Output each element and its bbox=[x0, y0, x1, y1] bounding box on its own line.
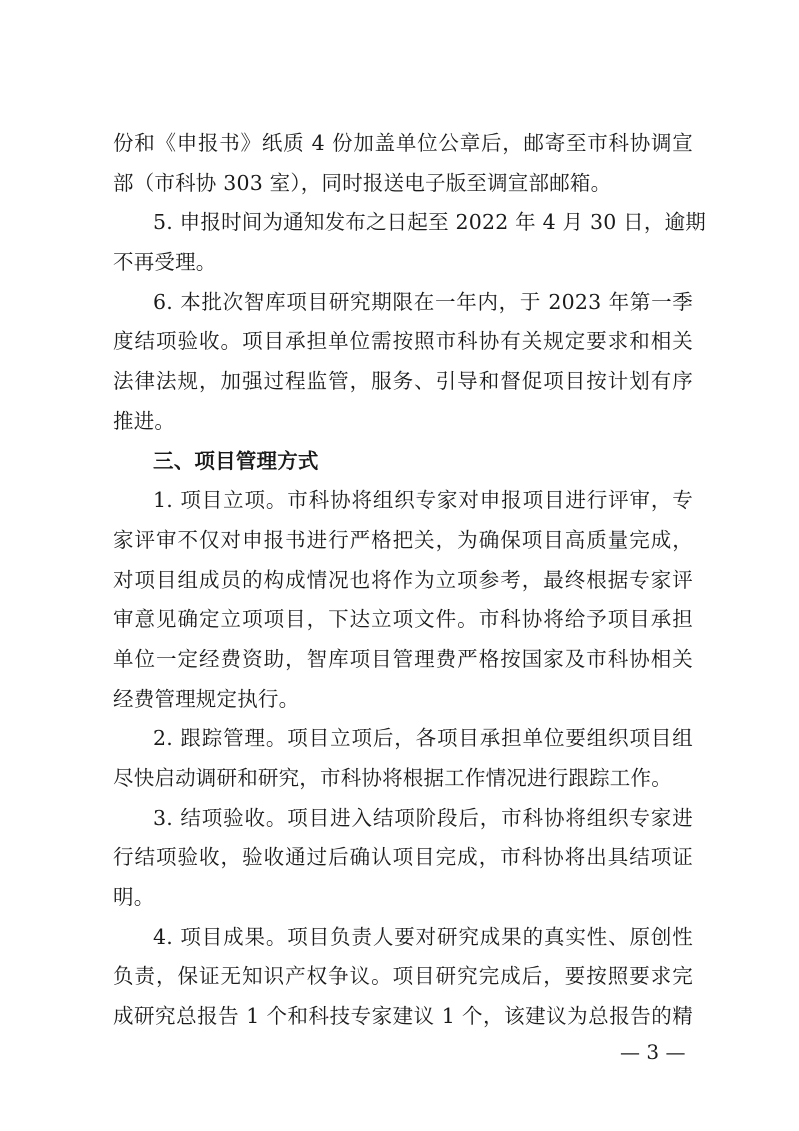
paragraph-line: 单位一定经费资助，智库项目管理费严格按国家及市科协相关 bbox=[113, 646, 693, 671]
section-heading: 三、项目管理方式 bbox=[153, 448, 319, 473]
paragraph-line: 度结项验收。项目承担单位需按照市科协有关规定要求和相关 bbox=[113, 329, 693, 354]
paragraph-line: 3. 结项验收。项目进入结项阶段后，市科协将组织专家进 bbox=[153, 805, 693, 830]
paragraph-line: 经费管理规定执行。 bbox=[113, 686, 300, 711]
paragraph-line: 1. 项目立项。市科协将组织专家对申报项目进行评审，专 bbox=[153, 488, 693, 513]
document-body bbox=[113, 124, 706, 1037]
paragraph-line: 推进。 bbox=[113, 408, 176, 433]
paragraph-line: 行结项验收，验收通过后确认项目完成，市科协将出具结项证 bbox=[113, 845, 693, 870]
paragraph-line: 对项目组成员的构成情况也将作为立项参考，最终根据专家评 bbox=[113, 567, 693, 592]
page-number: — 3 — bbox=[620, 1040, 686, 1064]
paragraph-line: 不再受理。 bbox=[113, 250, 217, 275]
paragraph-line: 2. 跟踪管理。项目立项后，各项目承担单位要组织项目组 bbox=[153, 726, 693, 751]
paragraph-line: 明。 bbox=[113, 885, 155, 910]
paragraph-line: 家评审不仅对申报书进行严格把关，为确保项目高质量完成， bbox=[113, 527, 693, 552]
paragraph-line: 4. 项目成果。项目负责人要对研究成果的真实性、原创性 bbox=[153, 924, 693, 949]
paragraph-line: 尽快启动调研和研究，市科协将根据工作情况进行跟踪工作。 bbox=[113, 766, 672, 790]
paragraph-line: 成研究总报告 1 个和科技专家建议 1 个，该建议为总报告的精 bbox=[113, 1004, 693, 1029]
paragraph-line: 部（市科协 303 室），同时报送电子版至调宣部邮箱。 bbox=[113, 170, 612, 195]
paragraph-line: 份和《申报书》纸质 4 份加盖单位公章后，邮寄至市科协调宣 bbox=[113, 131, 693, 155]
paragraph-line: 法律法规，加强过程监管，服务、引导和督促项目按计划有序 bbox=[113, 369, 693, 394]
paragraph-line: 6. 本批次智库项目研究期限在一年内，于 2023 年第一季 bbox=[153, 289, 693, 314]
paragraph-line: 负责，保证无知识产权争议。项目研究完成后，要按照要求完 bbox=[113, 964, 693, 989]
paragraph-line: 5. 申报时间为通知发布之日起至 2022 年 4 月 30 日，逾期 bbox=[153, 210, 706, 235]
paragraph-line: 审意见确定立项项目，下达立项文件。市科协将给予项目承担 bbox=[113, 607, 693, 632]
